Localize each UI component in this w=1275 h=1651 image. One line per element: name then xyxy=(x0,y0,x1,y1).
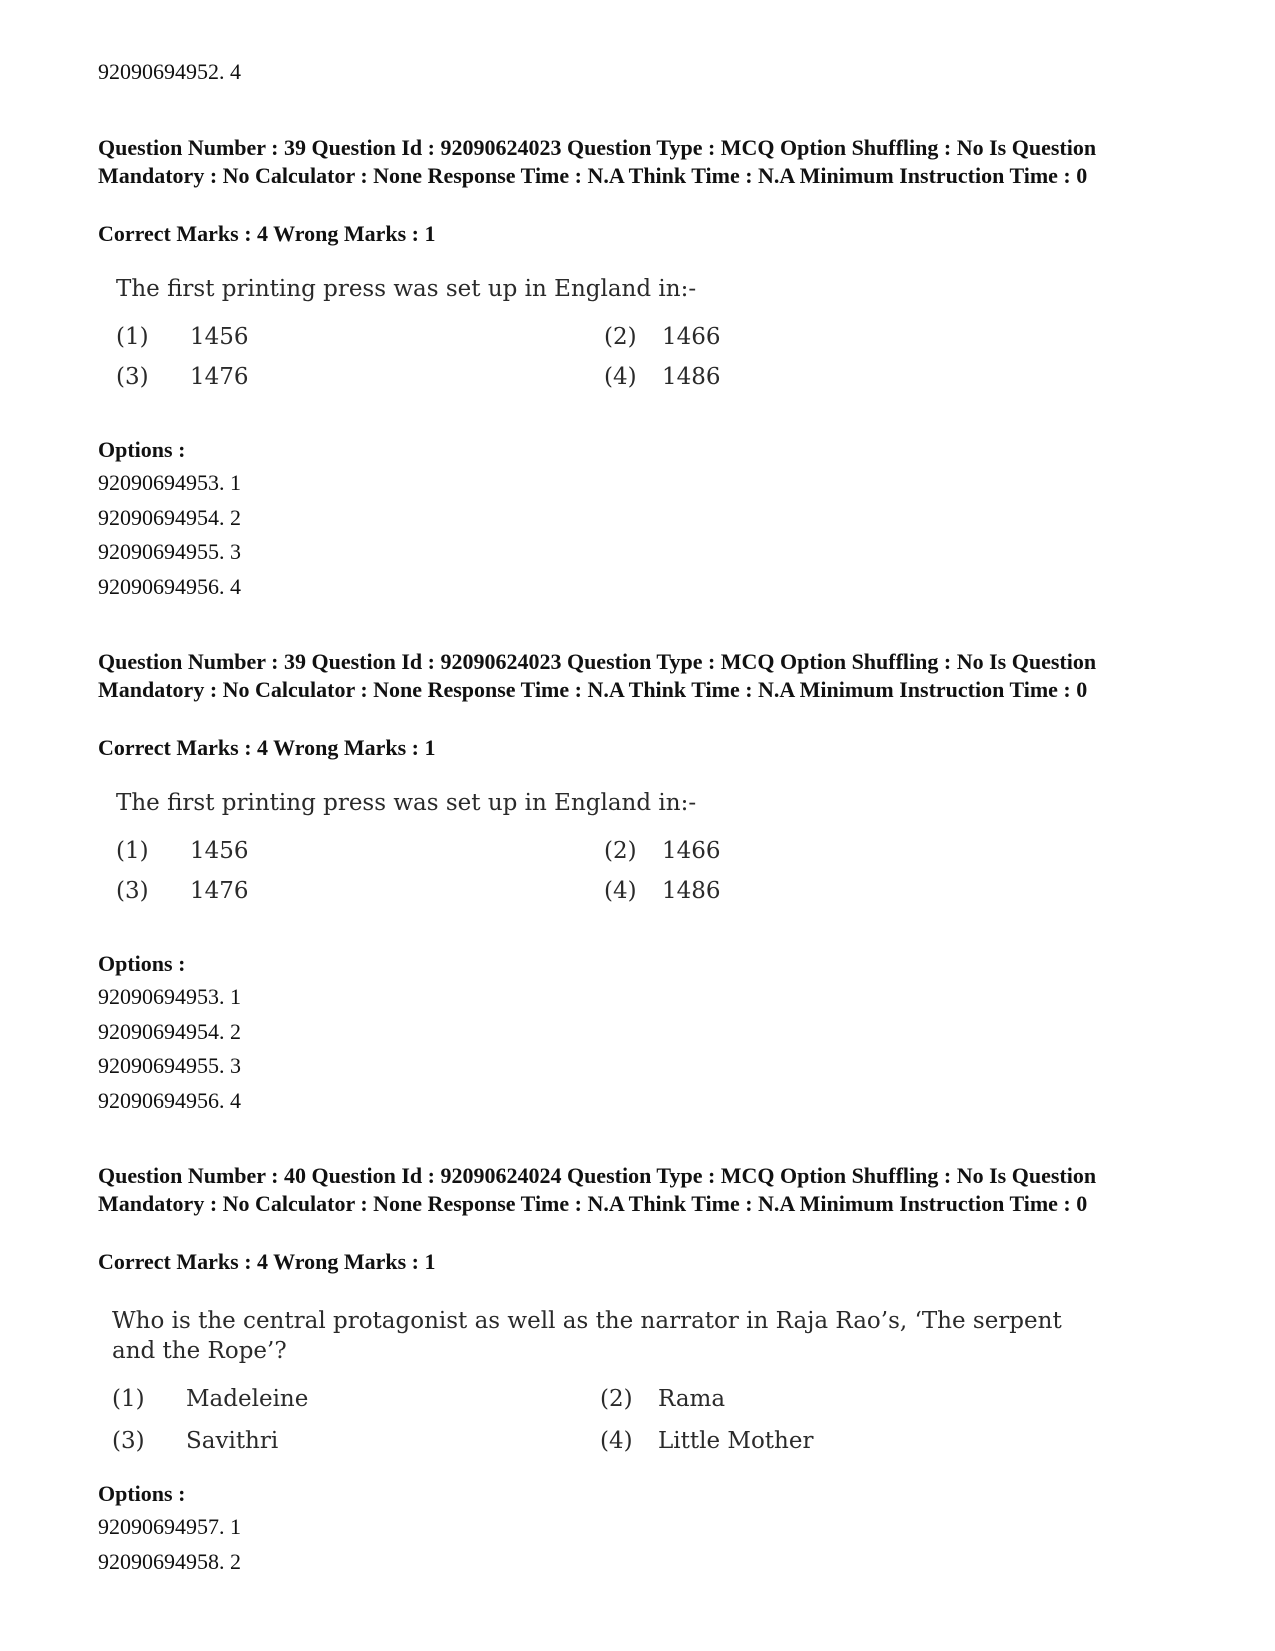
choice-number: (2) xyxy=(604,324,637,350)
choice-number: (2) xyxy=(604,838,637,864)
choice-text: Rama xyxy=(658,1386,726,1412)
choice-text: 1456 xyxy=(190,324,249,350)
choice-item xyxy=(116,324,249,350)
question-meta: Question Number : 40 Question Id : 92090624024 Question Type : MCQ Option Shuffling : No Is Question Mandatory : No Calculator : None Response Time : N.A Think Time : N.A Minimum Instruction Time : 0 xyxy=(98,1163,1097,1216)
choice-text: 1476 xyxy=(190,878,249,904)
choice-text: Savithri xyxy=(186,1428,279,1454)
marks-line: Correct Marks : 4 Wrong Marks : 1 xyxy=(98,1249,436,1274)
option-line: 92090694955. 3 xyxy=(98,539,241,564)
choice-item xyxy=(112,1428,278,1454)
choice-number: (4) xyxy=(600,1428,633,1454)
choice-text: Little Mother xyxy=(658,1428,814,1454)
choice-item xyxy=(604,324,721,350)
option-line: 92090694956. 4 xyxy=(98,573,241,599)
question-text: The first printing press was set up in England in:- xyxy=(116,790,697,816)
marks-line: Correct Marks : 4 Wrong Marks : 1 xyxy=(98,735,436,760)
question-text: The first printing press was set up in England in:- xyxy=(116,276,697,302)
question-meta: Question Number : 39 Question Id : 92090624023 Question Type : MCQ Option Shuffling : No Is Question Mandatory : No Calculator : None Response Time : N.A Think Time : N.A Minimum Instruction Time : 0 xyxy=(98,649,1097,702)
options-list xyxy=(98,466,241,604)
option-line: 92090694954. 2 xyxy=(98,504,241,530)
option-line: 92090694955. 3 xyxy=(98,1053,241,1078)
option-line: 92090694958. 2 xyxy=(98,1548,241,1574)
option-line: 92090694956. 4 xyxy=(98,1087,241,1113)
option-line: 92090694957. 1 xyxy=(98,1514,241,1539)
option-line: 92090694953. 1 xyxy=(98,470,241,495)
choice-number: (2) xyxy=(600,1386,633,1412)
choice-item xyxy=(116,878,249,904)
options-list xyxy=(98,980,241,1118)
choice-item xyxy=(604,838,721,864)
choice-item xyxy=(604,878,721,904)
options-label: Options : xyxy=(98,1481,186,1506)
option-line: 92090694952. 4 xyxy=(98,59,241,84)
option-line: 92090694953. 1 xyxy=(98,984,241,1009)
choice-number: (1) xyxy=(116,324,149,350)
choice-item xyxy=(112,1386,308,1412)
option-line: 92090694954. 2 xyxy=(98,1018,241,1044)
question-text: Who is the central protagonist as well as the narrator in Raja Rao’s, ‘The serpent and the Rope’? xyxy=(112,1308,1062,1364)
choice-item xyxy=(604,364,721,390)
choice-text: 1486 xyxy=(662,364,721,390)
choice-number: (4) xyxy=(604,878,637,904)
choice-text: 1466 xyxy=(662,324,721,350)
choice-item xyxy=(116,364,249,390)
question-meta: Question Number : 39 Question Id : 92090624023 Question Type : MCQ Option Shuffling : No Is Question Mandatory : No Calculator : None Response Time : N.A Think Time : N.A Minimum Instruction Time : 0 xyxy=(98,135,1097,188)
options-label: Options : xyxy=(98,951,186,976)
choice-text: 1476 xyxy=(190,364,249,390)
choice-text: Madeleine xyxy=(186,1386,309,1412)
choice-item xyxy=(600,1386,725,1412)
choice-number: (1) xyxy=(116,838,149,864)
choice-text: 1456 xyxy=(190,838,249,864)
options-list xyxy=(98,1510,241,1579)
choice-item xyxy=(600,1428,813,1454)
choice-number: (3) xyxy=(112,1428,145,1454)
choice-text: 1486 xyxy=(662,878,721,904)
choice-number: (1) xyxy=(112,1386,145,1412)
choice-number: (3) xyxy=(116,878,149,904)
choice-number: (4) xyxy=(604,364,637,390)
choice-number: (3) xyxy=(116,364,149,390)
choice-text: 1466 xyxy=(662,838,721,864)
marks-line: Correct Marks : 4 Wrong Marks : 1 xyxy=(98,221,436,246)
options-label: Options : xyxy=(98,437,186,462)
choice-item xyxy=(116,838,249,864)
